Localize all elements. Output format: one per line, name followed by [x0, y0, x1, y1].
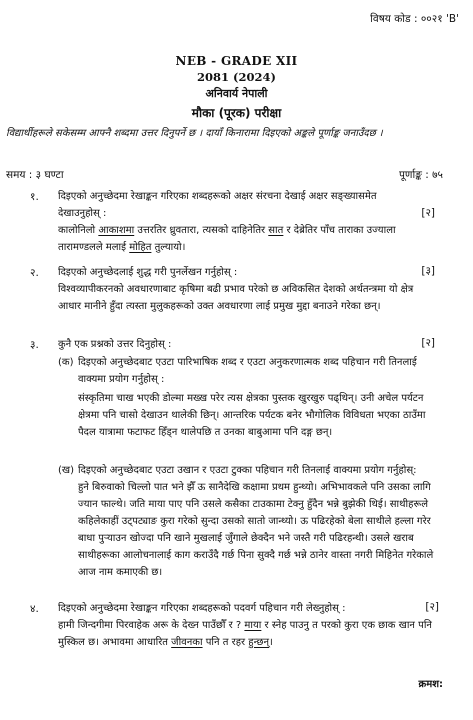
q4-marks: [२] — [425, 601, 439, 613]
q4-underlined-3: हुन्छन् — [248, 637, 270, 648]
q1-underlined-1: आकाशमा — [98, 225, 135, 236]
instructions: विद्यार्थीहरूले सकेसम्म आफ्नै शब्दमा उत्तर दिनुपर्ने छ । दायाँ किनारामा दिइएको अङ्कले पूर्णाङ्क जनाउँदछ । — [6, 128, 383, 139]
q1-prompt: दिइएको अनुच्छेदमा रेखाङ्कन गरिएका शब्दहरूको अक्षर संरचना देखाई अक्षर सङ्ख्यासमेत देखाउनुहोस् : — [58, 191, 377, 219]
q4-passage-text-4: । — [269, 637, 273, 648]
q2-passage: विश्वव्यापीकरनको अवधारणाबाट कृषिमा बढी प्रभाव परेको छ अविकसित देशको अर्थतन्त्रमा यो क्षेत्र आधार मानीने हुँदा त्यस्ता मुलुकहरूको उक्त अवधारणा लाई प्रमुख मुद्दा बनाउने गरेका छन्। — [58, 284, 414, 312]
q3-marks: [२] — [421, 337, 435, 349]
q3-prompt: कुनै एक प्रश्नको उत्तर दिनुहोस् : — [58, 339, 172, 350]
q4-passage-text-3: पनि त रहर — [202, 637, 249, 648]
q1-number: १. — [30, 191, 39, 203]
q4-passage — [58, 617, 440, 651]
q3-kha-label: (ख) — [58, 465, 74, 476]
q1-passage-text: कालोनिलो — [58, 225, 99, 236]
q3-kha-passage: हुने बिरुवाको चिल्लो पात भने झैँ ऊ सानैदेखि कक्षामा प्रथम हुन्थ्यो। अभिभावकले पनि उसका लागि ज्यान फाल्थे। जति माया पाए पनि उसले कसैका टाउकामा टेक्नु हुँदैन भन्ने बुझेकी थिई। साथीहरूले कहिलेकाहीं उट्पट्याङ कुरा गरेको सुन्दा उसको सातो जान्थ्यो। ऊ पढिरहेको बेला साथीले हल्ला गरेर बाधा पुऱ्याउन खोज्दा पनि खाने मुखलाई जुँगाले छेक्दैन भने जस्तै गरी पढिरहन्थी। उसले खराब साथीहरूका आलोचनालाई काग कराउँदै गर्छ पिना सुक्दै गर्छ भन्ने ठानेर वास्ता नगरी मिहिनेत गरेकाले आज नाम कमाएकी छ। — [78, 482, 434, 578]
q1-passage-text-3: र देब्रेतिर पाँच तारा‌का उज्याला तारामण्डलले मलाई — [58, 225, 396, 253]
subject-title: अनिवार्य नेपाली — [205, 87, 268, 100]
q3-ka-prompt: दिइएको अनुच्छेदबाट एउटा पारिभाषिक शब्द र एउटा अनुकरणात्मक शब्द पहिचान गरी तिनलाई वाक्यमा प्रयोग गर्नुहोस् : — [78, 357, 417, 385]
continued-label: क्रमश: — [418, 679, 443, 690]
q4-underlined-2: जीवनका — [171, 637, 203, 648]
q3-number: ३. — [30, 339, 39, 351]
time-label: समय : ३ घण्टा — [6, 169, 64, 181]
q3-ka-label: (क) — [58, 357, 74, 368]
q3-kha-prompt: दिइएको अनुच्छेदबाट एउटा उखान र एउटा टुक्का पहिचान गरी तिनलाई वाक्यमा प्रयोग गर्नुहोस्: — [78, 465, 417, 476]
exam-title: NEB - GRADE XII — [175, 54, 298, 68]
q1-passage-text-4: तुल्यायो। — [151, 242, 186, 253]
q2-number: २. — [30, 267, 39, 279]
q4-underlined-1: माया — [244, 620, 262, 631]
q4-passage-text: हामी जिन्दगीमा पिरवाहेक अरू के देख्न पाउँछौँ र ? — [58, 620, 245, 631]
exam-year: 2081 (2024) — [197, 70, 276, 84]
full-marks-label: पूर्णाङ्क : ७५ — [398, 169, 443, 181]
q1-underlined-3: मोहित — [129, 242, 152, 253]
q1-passage — [58, 222, 438, 256]
q1-passage-text-2: उत्तरतिर ध्रुवतारा, त्यसको दाहिनेतिर — [134, 225, 269, 236]
exam-type: मौका (पूरक) परीक्षा — [191, 106, 282, 120]
q4-prompt: दिइएको अनुच्छेदमा रेखाङ्कन गरिएका शब्दहरूको पदवर्ग पहिचान गरी लेख्नुहोस् : — [58, 603, 346, 614]
subject-code: विषय कोड : ००२१ 'B' — [370, 13, 459, 25]
q4-passage-text-2: र स्नेह पाउनु त परको कुरा एक छाक खान पनि मुस्किल छ। अभावमा आधारित — [58, 620, 432, 648]
q2-prompt: दिइएको अनुच्छेदलाई शुद्ध गरी पुनर्लेखन गर्नुहोस् : — [58, 267, 238, 278]
q4-number: ४. — [30, 603, 39, 615]
q3-ka-passage: संस्कृतिमा चाख भएकी डोल्मा मख्ख परेर त्यस क्षेत्रका पुस्तक खुरखुरु पढ्थिन्। उनी अचेल पर्यटन क्षेत्रमा पनि चासो देखाउन थालेकी छिन्। आन्तरिक पर्यटक बनेर भौगोलिक विविधता भएका ठाउँमा पैदल यात्रामा फटाफट हिँड्न थालेपछि त उनका बाबुआमा पनि दङ्ग छन्। — [78, 393, 426, 438]
q2-marks: [३] — [421, 265, 435, 277]
q1-marks: [२] — [421, 207, 435, 219]
q1-underlined-2: सात — [268, 225, 284, 236]
